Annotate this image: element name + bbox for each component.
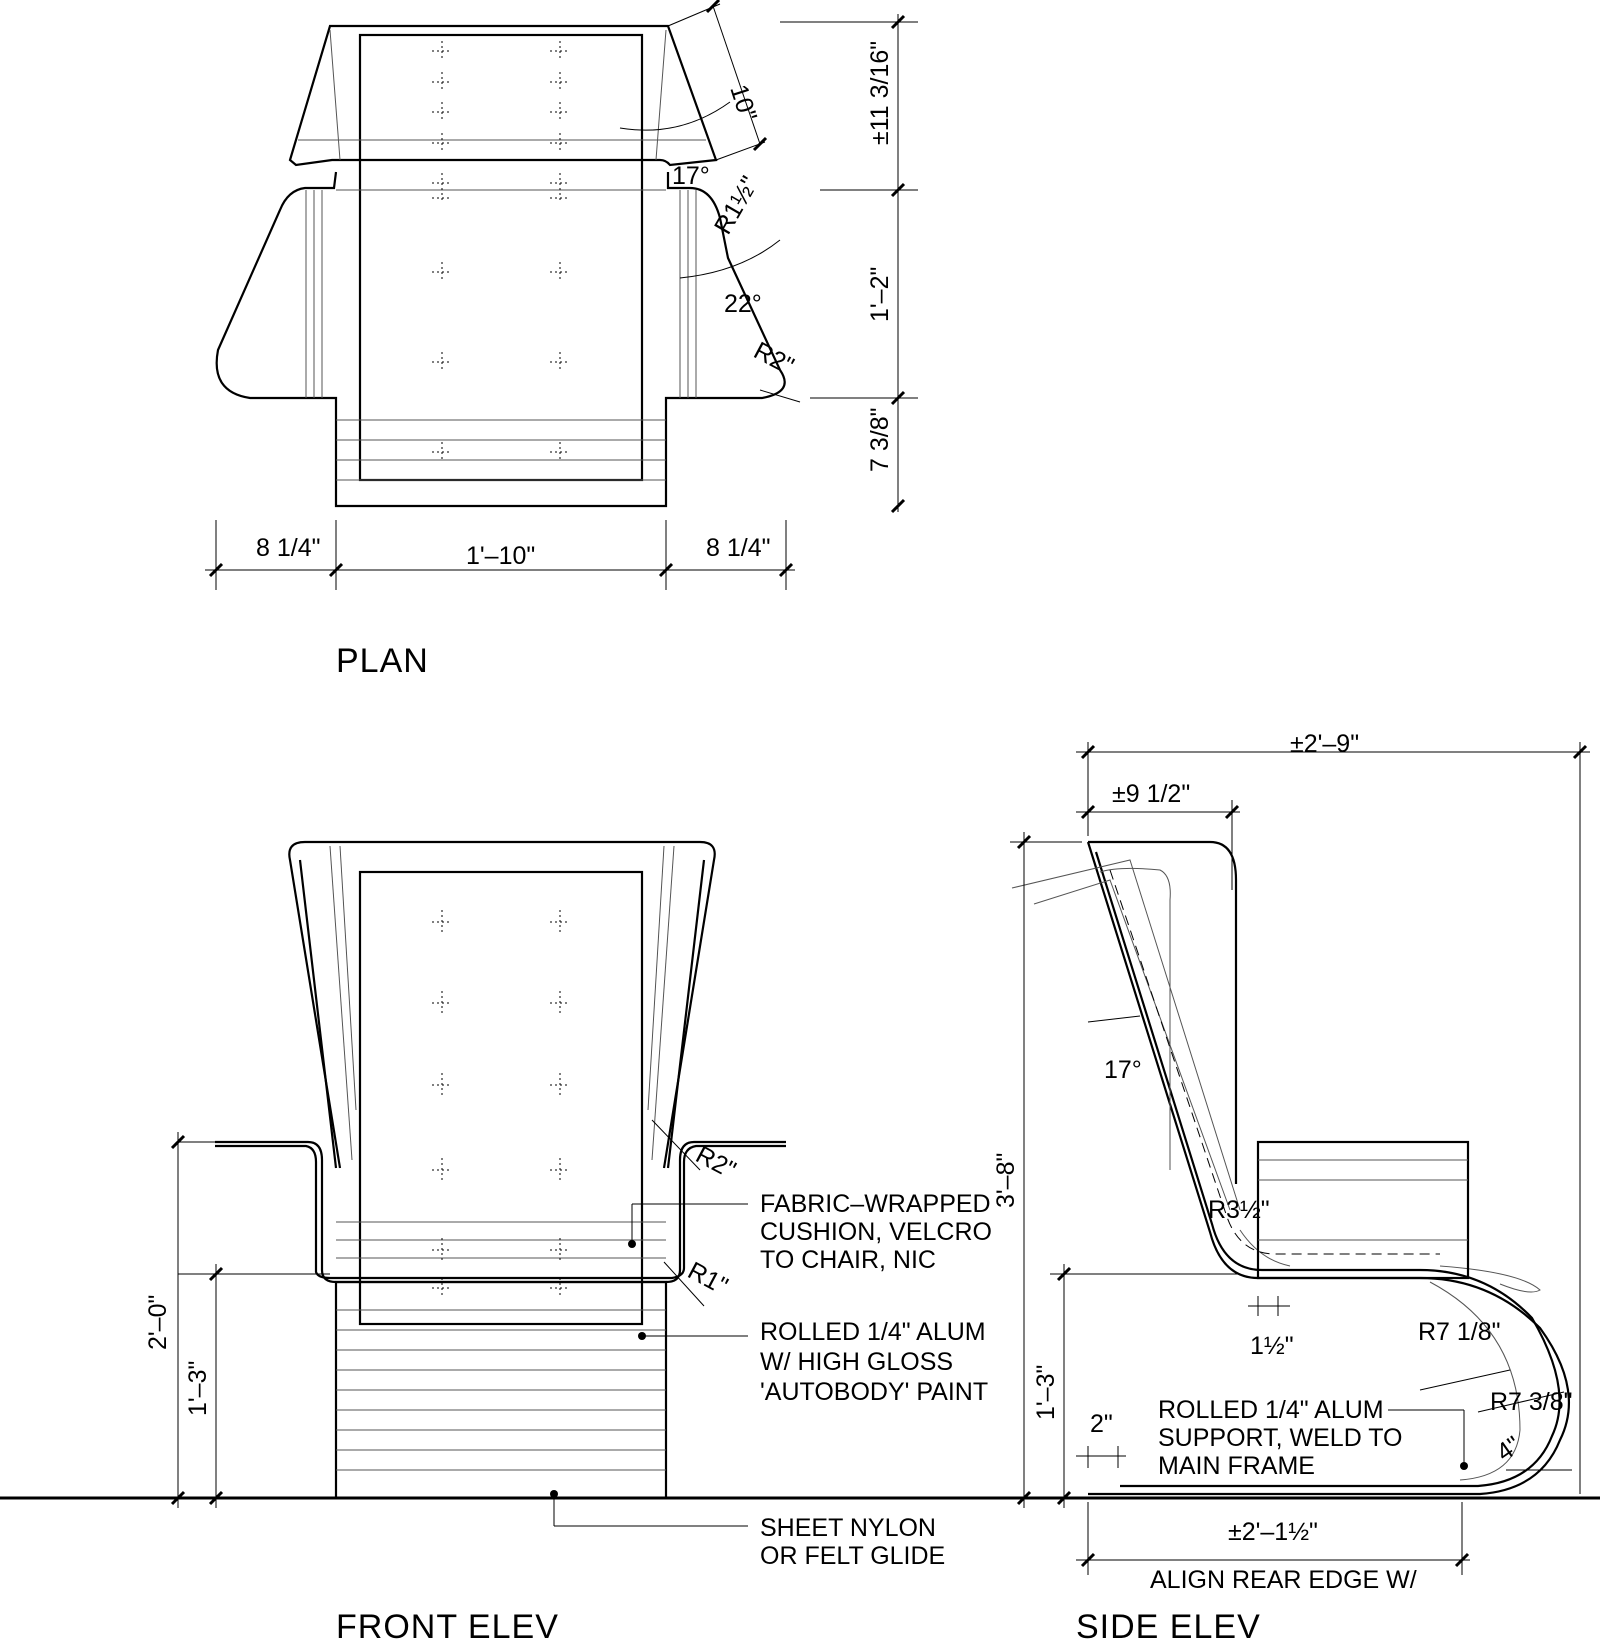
side-cushion [1258, 1142, 1468, 1278]
front-back-outline [289, 842, 714, 1168]
side-elevation [992, 730, 1590, 1643]
front-base-lines [336, 1222, 666, 1470]
front-cushion [360, 872, 642, 1324]
note-support-line-2: SUPPORT, WELD TO [1158, 1424, 1403, 1452]
plan-view [205, 0, 918, 680]
side-dim-front-radius-1: R7 1/8" [1418, 1318, 1501, 1346]
side-dim-thickness: 1½" [1250, 1332, 1294, 1360]
side-dim-seat-height: 1'–3" [1032, 1364, 1060, 1420]
plan-dim-bottom-right: 8 1/4" [706, 534, 771, 562]
front-dim-arm-height: 2'–0" [144, 1294, 172, 1350]
support-leader-dot [1460, 1462, 1468, 1470]
front-elevation [0, 842, 1600, 1643]
note-alum-line-3: 'AUTOBODY' PAINT [760, 1378, 989, 1406]
side-recline-ghost [1012, 860, 1540, 1480]
alum-leader-dot [638, 1332, 646, 1340]
side-cushion-lines [1258, 1160, 1468, 1240]
plan-dim-arm-radius-1: R1½" [708, 171, 765, 239]
plan-dim-bottom-mid: 1'–10" [466, 542, 536, 570]
side-dim-front-radius-2: R7 3/8" [1490, 1388, 1573, 1416]
plan-title: PLAN [336, 642, 429, 680]
plan-dim-back-wing-angle: 17° [672, 162, 710, 190]
note-cushion-line-2: CUSHION, VELCRO [760, 1218, 992, 1246]
plan-dim-right-2: 1'–2" [866, 266, 894, 322]
plan-dim-arm-radius-2: R2" [749, 336, 799, 381]
side-dim-inner-radius: R3½" [1208, 1196, 1270, 1224]
note-glide-line-1: SHEET NYLON [760, 1514, 936, 1542]
front-back-thin-lines [330, 846, 674, 1160]
side-dim-back-angle: 17° [1104, 1056, 1142, 1084]
side-centerline [1110, 870, 1440, 1254]
side-dim-overall-depth: ±2'–9" [1290, 730, 1360, 758]
plan-dim-bottom-left: 8 1/4" [256, 534, 321, 562]
plan-back-outline [290, 26, 716, 165]
glide-leader-dot [550, 1490, 558, 1498]
note-cushion-line-3: TO CHAIR, NIC [760, 1246, 936, 1274]
note-align-rear-edge: ALIGN REAR EDGE W/ [1150, 1566, 1417, 1594]
side-dim-overall-height: 3'–8" [992, 1152, 1020, 1208]
cushion-leader-dot [628, 1240, 636, 1248]
plan-dim-back-wing-depth: 10" [724, 81, 763, 125]
side-dim-base-length: ±2'–1½" [1228, 1518, 1318, 1546]
side-dim-rear-offset: 2" [1090, 1410, 1113, 1438]
note-alum-line-1: ROLLED 1/4" ALUM [760, 1318, 986, 1346]
note-cushion-line-1: FABRIC–WRAPPED [760, 1190, 991, 1218]
side-dim-top-depth: ±9 1/2" [1112, 780, 1191, 808]
note-support-line-1: ROLLED 1/4" ALUM [1158, 1396, 1384, 1424]
plan-arm-outline [217, 172, 785, 506]
plan-cushion [360, 35, 642, 480]
plan-buttons [432, 41, 570, 462]
note-alum-line-2: W/ HIGH GLOSS [760, 1348, 954, 1376]
side-title: SIDE ELEV [1076, 1608, 1261, 1643]
note-glide-line-2: OR FELT GLIDE [760, 1542, 946, 1570]
side-dim-front-offset: 4" [1491, 1430, 1527, 1467]
plan-dim-right-1: ±11 3/16" [866, 40, 894, 145]
front-dim-seat-height: 1'–3" [184, 1360, 212, 1416]
front-title: FRONT ELEV [336, 1608, 559, 1643]
plan-dim-right-3: 7 3/8" [866, 407, 894, 472]
front-dim-seat-radius: R1" [683, 1256, 733, 1301]
front-dim-arm-radius: R2" [691, 1140, 741, 1185]
note-support-line-3: MAIN FRAME [1158, 1452, 1315, 1480]
plan-dim-arm-angle: 22° [724, 290, 762, 318]
